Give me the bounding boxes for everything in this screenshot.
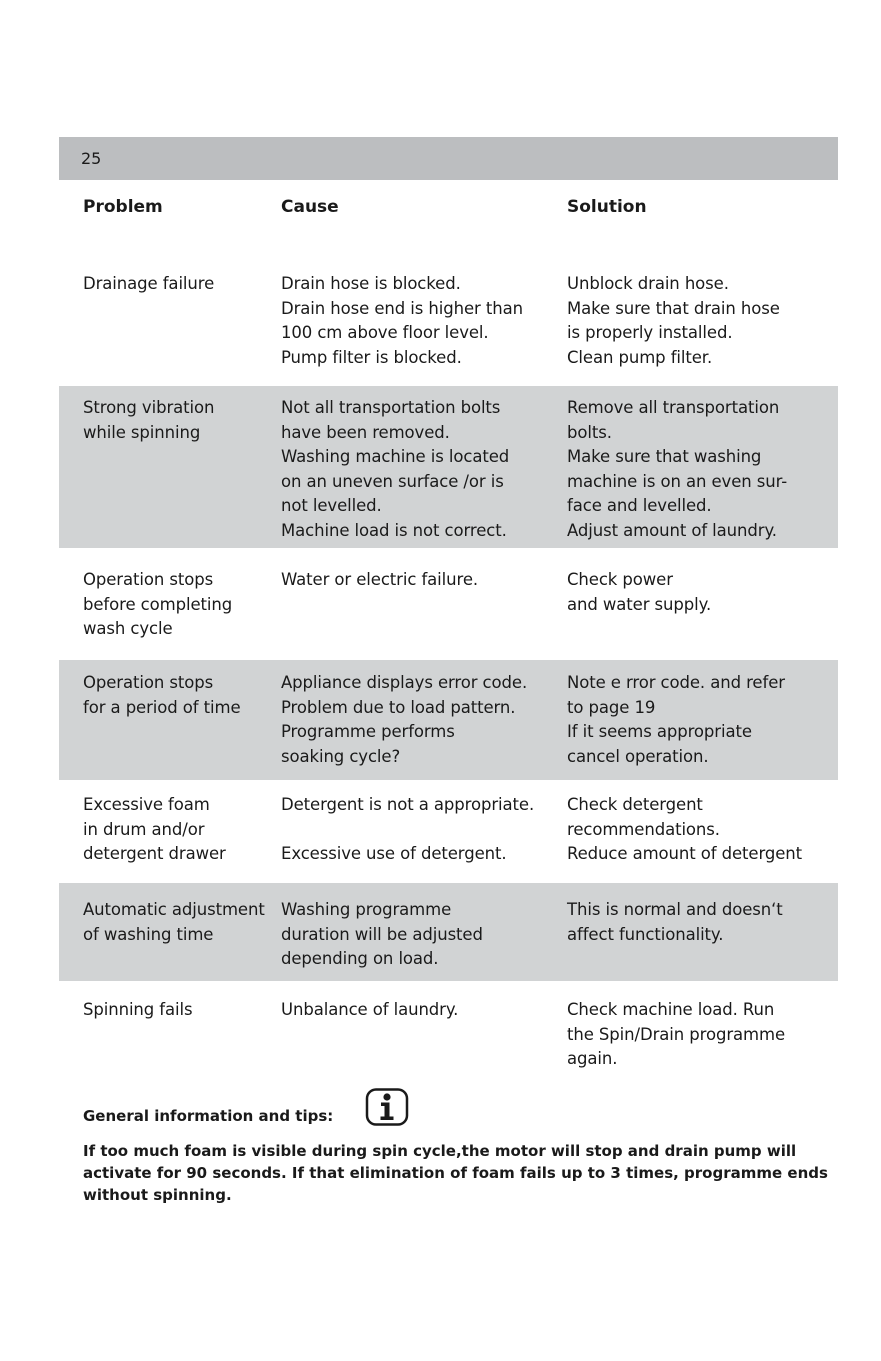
problem-cell: Excessive foam in drum and/or detergent drawer [83, 795, 226, 863]
solution-cell: Check machine load. Run the Spin/Drain programme again. [567, 1000, 786, 1068]
header-cause: Cause [281, 197, 339, 217]
solution-cell: Check detergent recommendations. Reduce amount of detergent [567, 795, 803, 863]
table-header [59, 197, 838, 227]
table-row [59, 548, 838, 660]
page-header-band [59, 137, 838, 180]
table-row [59, 660, 838, 780]
header-problem: Problem [83, 197, 163, 217]
cause-cell: Appliance displays error code. Problem due to load pattern. Programme performs soaking cycle? [281, 673, 528, 766]
header-solution: Solution [567, 197, 647, 217]
page-number: 25 [81, 149, 102, 168]
cause-cell: Unbalance of laundry. [281, 1000, 459, 1019]
problem-cell: Operation stops before completing wash cycle [83, 570, 233, 638]
problem-cell: Automatic adjustment of washing time [83, 900, 265, 944]
solution-cell: This is normal and doesn‘t affect functionality. [567, 900, 783, 944]
table-row [59, 386, 838, 548]
problem-cell: Strong vibration while spinning [83, 398, 215, 442]
problem-cell: Operation stops for a period of time [83, 673, 241, 717]
solution-cell: Unblock drain hose. Make sure that drain hose is properly installed. Clean pump filter. [567, 274, 780, 367]
table-row [59, 883, 838, 981]
cause-cell: Not all transportation bolts have been removed. Washing machine is located on an uneven surface /or is not levelled. Machine load is not correct. [281, 398, 510, 540]
table-row [59, 981, 838, 1081]
cause-cell: Drain hose is blocked. Drain hose end is higher than 100 cm above floor level. Pump filter is blocked. [281, 274, 523, 367]
tips-text: If too much foam is visible during spin cycle,the motor will stop and drain pump will activate for 90 seconds. If that elimination of foam fails up to 3 times, programme ends without spinning. [83, 1142, 828, 1204]
cause-cell: Detergent is not a appropriate. Excessive use of detergent. [281, 795, 535, 863]
solution-cell: Note e rror code. and refer to page 19 If it seems appropriate cancel operation. [567, 673, 785, 766]
table-row [59, 780, 838, 883]
solution-cell: Check power and water supply. [567, 570, 712, 614]
table-row [59, 262, 838, 386]
problem-cell: Drainage failure [83, 274, 215, 293]
cause-cell: Water or electric failure. [281, 570, 479, 589]
solution-cell: Remove all transportation bolts. Make sure that washing machine is on an even sur- face and levelled. Adjust amount of laundry. [567, 398, 788, 540]
problem-cell: Spinning fails [83, 1000, 193, 1019]
cause-cell: Washing programme duration will be adjusted depending on load. [281, 900, 483, 968]
info-icon [365, 1088, 409, 1126]
tips-title: General information and tips: [83, 1107, 334, 1125]
